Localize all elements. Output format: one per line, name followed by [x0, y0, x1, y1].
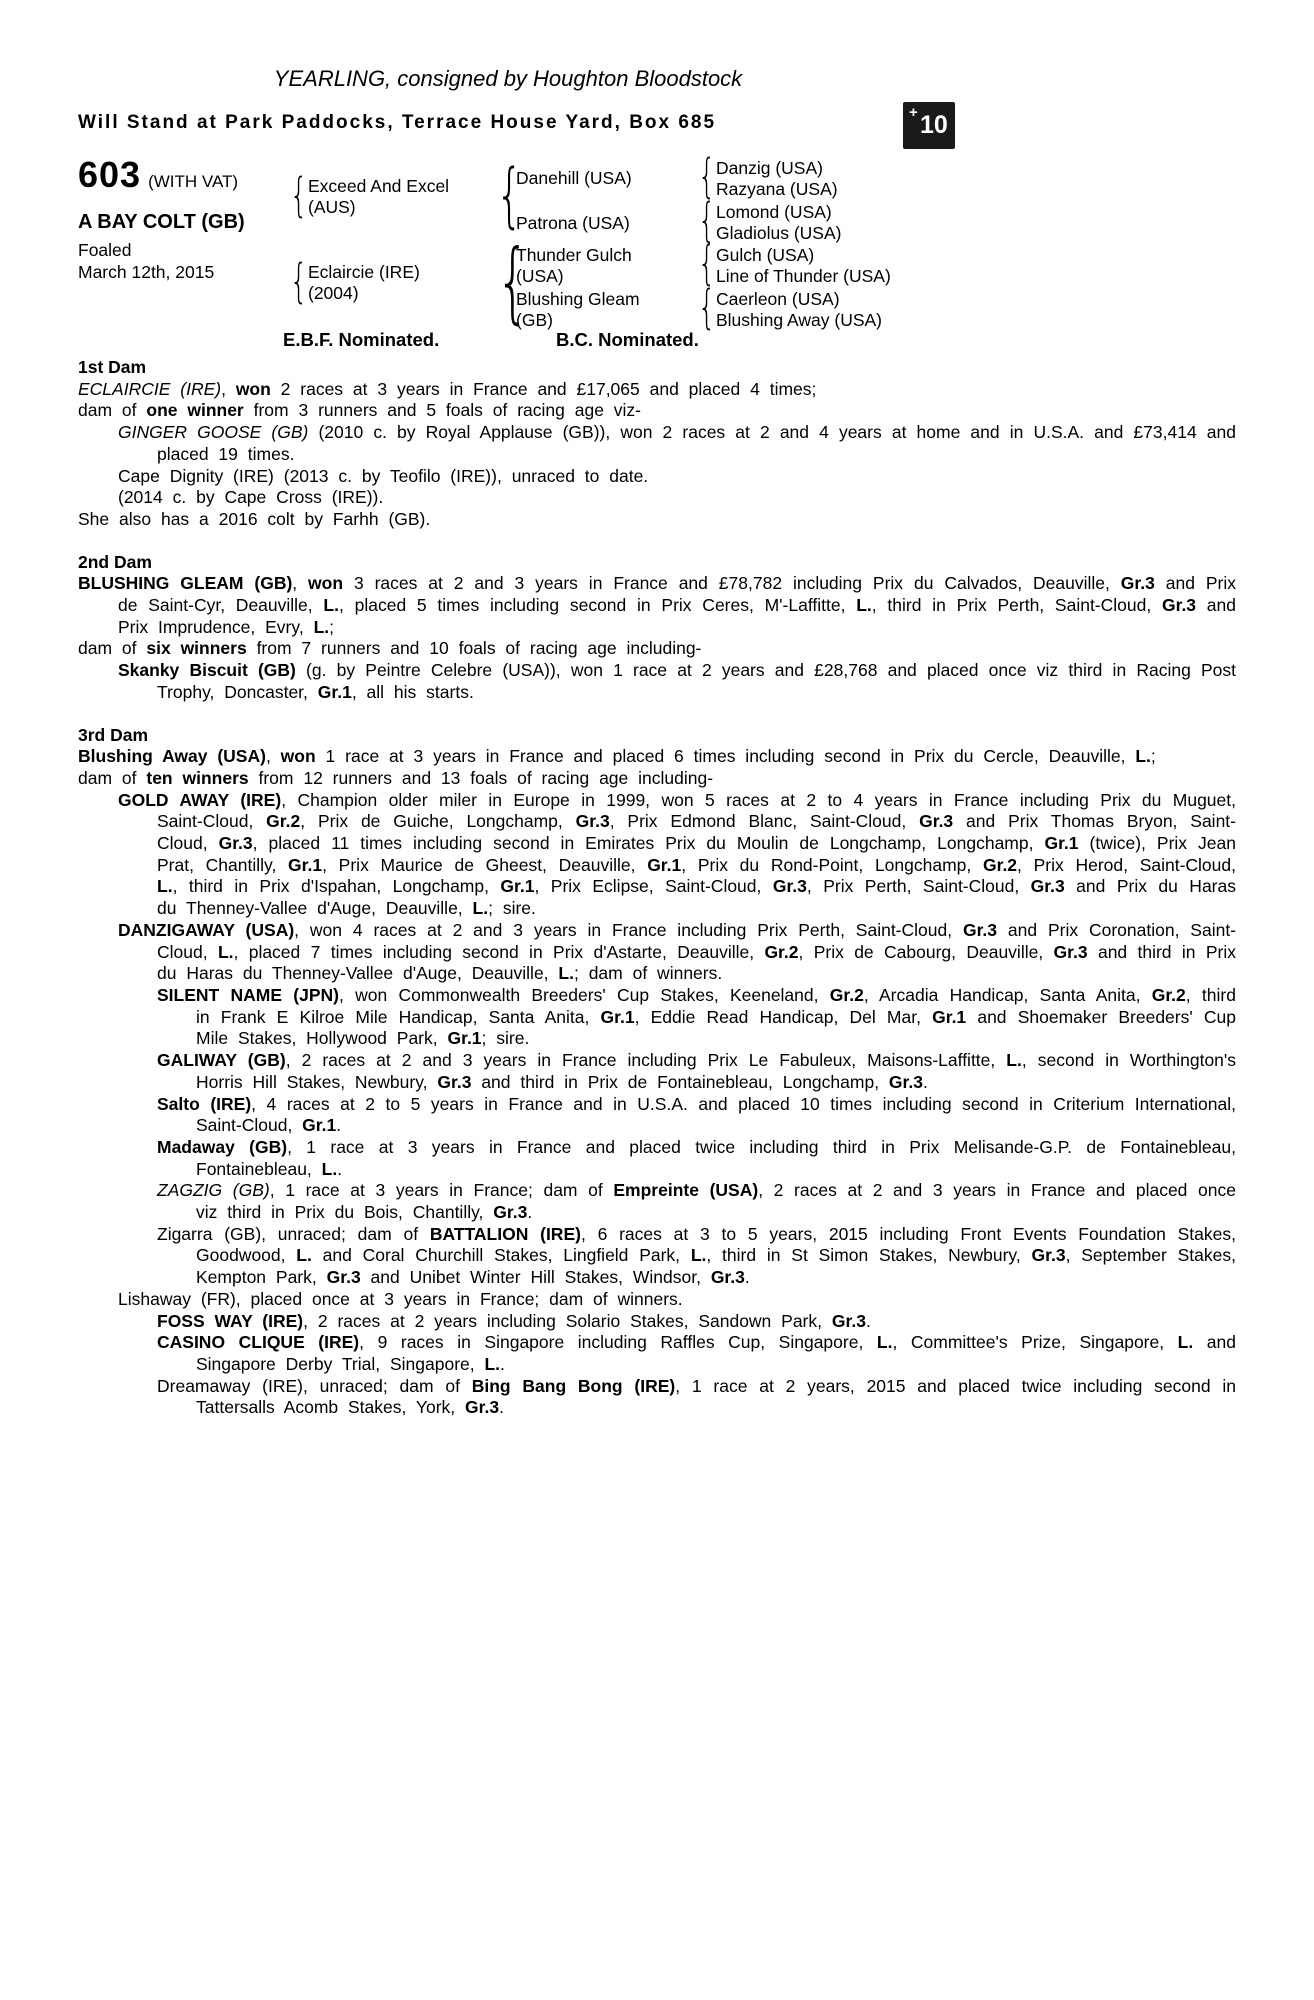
text-run: ;	[329, 616, 335, 637]
text-run: Gr.3	[1120, 573, 1155, 594]
text-run: and Shoemaker Breeders' Cup Mile Stakes, Hollywood Park,	[196, 1006, 1236, 1049]
text-run: ; dam of winners.	[573, 963, 723, 984]
produce-entry	[78, 660, 1236, 703]
text-run: .	[336, 1115, 342, 1136]
text-run: L.	[157, 876, 173, 897]
text-run: Cape Dignity (IRE) (2013 c. by Teofilo (IRE)), unraced to date.	[118, 465, 649, 486]
text-run: , placed 7 times including second in Prix d'Astarte, Deauville,	[233, 941, 765, 962]
produce-entry	[78, 466, 1236, 488]
text-run: L.	[217, 941, 234, 962]
text-run: L.	[1177, 1332, 1194, 1353]
text-run: Gr.1	[317, 681, 352, 702]
text-run: Gr.3	[437, 1071, 472, 1092]
text-run: Gr.2	[266, 811, 301, 832]
text-run: six winners	[146, 638, 247, 659]
text-run: , won 4 races at 2 and 3 years in France including Prix Perth, Saint-Cloud,	[294, 919, 963, 940]
text-run: Salto (IRE)	[157, 1093, 252, 1114]
section-2nd-dam	[78, 552, 1236, 704]
text-run: Gr.3	[465, 1397, 500, 1418]
produce-entry	[78, 487, 1236, 509]
pedigree-great-grandparent: Gladiolus (USA)	[716, 223, 842, 243]
text-run: from 7 runners and 10 foals of racing age including-	[246, 638, 702, 659]
text-run: L.	[296, 1245, 312, 1266]
pedigree-brace	[698, 284, 716, 330]
text-run: Gr.3	[1030, 876, 1065, 897]
text-run: 2 races at 3 years in France and £17,065 and placed 4 times;	[270, 378, 817, 399]
text-run: L.	[1006, 1050, 1022, 1071]
text-run: L.	[313, 616, 330, 637]
text-run: Gr.3	[888, 1071, 923, 1092]
catalog-text	[78, 357, 1236, 1419]
pedigree-sire-sire: Danehill (USA)	[516, 168, 632, 188]
badge-plus-icon: +	[909, 104, 918, 121]
text-run: dam of	[78, 400, 147, 421]
text-run: , 1 race at 3 years in France; dam of	[269, 1180, 614, 1201]
text-run: dam of	[78, 638, 147, 659]
text-run: Zigarra (GB), unraced; dam of	[157, 1223, 430, 1244]
text-run: and Prix Thomas Bryon, Saint-Cloud,	[157, 811, 1236, 854]
bc-nominated-label: B.C. Nominated.	[556, 329, 699, 350]
text-run: Gr.3	[919, 811, 954, 832]
text-run: , Prix Maurice de Gheest, Deauville,	[322, 854, 648, 875]
pedigree-great-grandparent: Danzig (USA)	[716, 158, 823, 178]
text-run: , 1 race at 3 years in France and placed twice including third in Prix Melisande-G.P. de Fontainebleau, Fontainebleau,	[196, 1136, 1236, 1179]
text-run: GALIWAY (GB)	[157, 1050, 286, 1071]
text-run: , third in St Simon Stakes, Newbury,	[706, 1245, 1032, 1266]
text-run: ZAGZIG (GB)	[157, 1180, 270, 1201]
pedigree-sire-suffix: (AUS)	[308, 197, 356, 217]
text-run: Gr.2	[829, 984, 864, 1005]
text-run: L.	[876, 1332, 893, 1353]
text-run: won	[308, 573, 344, 594]
text-run: ; sire.	[488, 898, 536, 919]
pedigree-brace	[290, 258, 308, 304]
text-run: won	[280, 746, 316, 767]
text-run: BATTALION (IRE)	[429, 1223, 581, 1244]
pedigree-great-grandparent: Gulch (USA)	[716, 245, 815, 265]
text-run: , second in Worthington's Horris Hill Stakes, Newbury,	[196, 1050, 1236, 1092]
text-run: , Prix du Rond-Point, Longchamp,	[681, 854, 983, 875]
text-run: Gr.1	[932, 1006, 967, 1027]
produce-subentry	[78, 1094, 1236, 1137]
text-run: 3 races at 2 and 3 years in France and £78,782 including Prix du Calvados, Deauville,	[343, 573, 1121, 594]
text-run: Gr.3	[1161, 595, 1197, 616]
produce-subentry	[78, 985, 1236, 1050]
pedigree-dam-name: Eclaircie (IRE)	[308, 262, 420, 282]
text-run: Gr.2	[764, 941, 799, 962]
ebf-nominated-label: E.B.F. Nominated.	[283, 329, 440, 350]
text-run: L.	[484, 1353, 501, 1374]
text-run: , Prix Edmond Blanc, Saint-Cloud,	[609, 811, 920, 832]
text-run: She also has a 2016 colt by Farhh (GB).	[78, 508, 431, 529]
pedigree-great-grandparent: Razyana (USA)	[716, 179, 838, 199]
text-run: , 6 races at 3 to 5 years, 2015 including Front Events Foundation Stakes, Goodwood,	[196, 1223, 1236, 1266]
text-run: Gr.3	[326, 1267, 361, 1288]
text-run: ,	[292, 573, 309, 594]
lot-number: 603	[78, 154, 142, 195]
text-run: (twice), Prix Jean Prat, Chantilly,	[157, 833, 1237, 875]
text-run: , Champion older miler in Europe in 1999, won 5 races at 2 to 4 years in France including Prix du Muguet, Saint-Cloud,	[157, 789, 1236, 832]
text-run: from 3 runners and 5 foals of racing age viz-	[243, 400, 642, 421]
text-run: , Prix de Guiche, Longchamp,	[300, 811, 576, 832]
text-run: , Committee's Prize, Singapore,	[892, 1332, 1178, 1353]
text-run: BLUSHING GLEAM (GB)	[78, 573, 293, 594]
text-run: L.	[558, 963, 574, 984]
dam-record-paragraph	[78, 746, 1236, 768]
text-run: ten winners	[146, 767, 249, 788]
text-run: and Prix de Saint-Cyr, Deauville,	[118, 573, 1236, 616]
text-run: ECLAIRCIE (IRE)	[78, 378, 222, 399]
pedigree-great-grandparent: Lomond (USA)	[716, 202, 832, 222]
section-heading-1st-dam: 1st Dam	[78, 357, 147, 377]
dam-record-paragraph	[78, 573, 1236, 638]
text-run: .	[527, 1202, 533, 1223]
produce-entry	[78, 422, 1236, 465]
produce-entry	[78, 920, 1236, 985]
text-run: , 1 race at 2 years, 2015 and placed twice including second in Tattersalls Acomb Stakes, York,	[196, 1375, 1236, 1418]
text-run: , Prix de Cabourg, Deauville,	[798, 941, 1054, 962]
text-run: and Prix Coronation, Saint-Cloud,	[157, 919, 1237, 962]
text-run: Skanky Biscuit (GB)	[118, 660, 296, 681]
section-heading-2nd-dam: 2nd Dam	[78, 551, 152, 572]
text-run: Gr.3	[831, 1310, 866, 1331]
text-run: Gr.1	[647, 854, 682, 875]
text-run: .	[865, 1310, 871, 1331]
vat-note: (WITH VAT)	[148, 172, 239, 191]
pedigree-brace	[290, 172, 308, 218]
dam-produce-summary	[78, 638, 1236, 660]
text-run: and Prix Imprudence, Evry,	[118, 595, 1237, 637]
text-run: SILENT NAME (JPN)	[157, 984, 339, 1005]
text-run: DANZIGAWAY (USA)	[118, 919, 295, 940]
text-run: GINGER GOOSE (GB)	[118, 422, 309, 443]
text-run: Gr.3	[772, 876, 807, 897]
produce-subentry	[78, 1050, 1236, 1093]
text-run: Gr.3	[1053, 941, 1088, 962]
text-run: L.	[1135, 746, 1151, 767]
text-run: , September Stakes, Kempton Park,	[196, 1245, 1236, 1288]
text-run: Gr.3	[710, 1267, 745, 1288]
text-run: , Prix Eclipse, Saint-Cloud,	[534, 876, 773, 897]
text-run: won	[235, 378, 271, 399]
text-run: , Eddie Read Handicap, Del Mar,	[634, 1006, 933, 1027]
text-run: ;	[1150, 746, 1156, 767]
text-run: and Prix du Haras du Thenney-Vallee d'Auge, Deauville,	[157, 876, 1236, 919]
text-run: Gr.1	[500, 876, 535, 897]
text-run: .	[499, 1397, 504, 1418]
text-run: , Prix Perth, Saint-Cloud,	[806, 876, 1031, 897]
text-run: , third in Prix Perth, Saint-Cloud,	[871, 595, 1162, 616]
section-3rd-dam	[78, 725, 1236, 1420]
text-run: .	[744, 1267, 750, 1288]
text-run: and third in Prix du Haras du Thenney-Vallee d'Auge, Deauville,	[157, 941, 1236, 984]
dam-produce-summary	[78, 400, 1236, 422]
text-run: one winner	[146, 400, 244, 421]
lot-flag-badge	[903, 102, 955, 149]
text-run: Empreinte (USA)	[613, 1180, 759, 1201]
text-run: Gr.2	[1151, 984, 1186, 1005]
text-run: Gr.3	[218, 833, 253, 854]
text-run: (g. by Peintre Celebre (USA)), won 1 race at 2 years and £28,768 and placed once viz third in Racing Post Trophy, Doncaster,	[157, 660, 1236, 702]
pedigree-dam-dam: Blushing Gleam	[516, 289, 640, 309]
text-run: , won Commonwealth Breeders' Cup Stakes, Keeneland,	[338, 984, 830, 1005]
text-run: , Arcadia Handicap, Santa Anita,	[863, 984, 1152, 1005]
page-title-consignor: YEARLING, consigned by Houghton Bloodstock	[273, 66, 743, 91]
text-run: Gr.1	[1044, 833, 1079, 854]
pedigree-great-grandparent: Caerleon (USA)	[716, 289, 840, 309]
text-run: .	[337, 1158, 343, 1179]
text-run: Blushing Away (USA)	[78, 746, 266, 767]
text-run: from 12 runners and 13 foals of racing age including-	[248, 767, 714, 788]
text-run: , 2 races at 2 years including Solario Stakes, Sandown Park,	[303, 1310, 832, 1331]
text-run: Gr.3	[493, 1202, 528, 1223]
pedigree-sire-name: Exceed And Excel	[308, 176, 450, 196]
pedigree-dam-dam-suffix: (GB)	[516, 310, 553, 330]
text-run: Gr.1	[302, 1115, 337, 1136]
section-heading-3rd-dam: 3rd Dam	[78, 724, 149, 745]
text-run: GOLD AWAY (IRE)	[118, 789, 282, 810]
text-run: , 2 races at 2 and 3 years in France and placed once viz third in Prix du Bois, Chantilly,	[196, 1180, 1236, 1223]
text-run: and Coral Churchill Stakes, Lingfield Park,	[311, 1245, 691, 1266]
text-run: , 4 races at 2 to 5 years in France and in U.S.A. and placed 10 times including second in Criterium International, Saint-Cloud,	[196, 1093, 1236, 1136]
pedigree-dam-year: (2004)	[308, 283, 359, 303]
text-run: and Unibet Winter Hill Stakes, Windsor,	[360, 1267, 711, 1288]
text-run: , all his starts.	[351, 681, 474, 702]
text-run: Bing Bang Bong (IRE)	[471, 1375, 676, 1396]
text-run: Dreamaway (IRE), unraced; dam of	[157, 1375, 472, 1396]
text-run: ,	[221, 378, 236, 399]
text-run: ; sire.	[481, 1028, 530, 1049]
foaled-label: Foaled	[78, 240, 132, 260]
text-run: Gr.3	[575, 811, 610, 832]
produce-subentry	[78, 1180, 1236, 1223]
produce-subentry	[78, 1332, 1236, 1375]
produce-subentry	[78, 1311, 1236, 1333]
text-run: Gr.1	[447, 1028, 482, 1049]
pedigree-sire-dam: Patrona (USA)	[516, 213, 630, 233]
lot-header	[78, 154, 238, 196]
text-run: , third in Frank E Kilroe Mile Handicap, Santa Anita,	[196, 984, 1236, 1027]
produce-note	[78, 509, 1236, 531]
text-run: FOSS WAY (IRE)	[157, 1310, 304, 1331]
pedigree-dam-sire-suffix: (USA)	[516, 266, 564, 286]
dam-produce-summary	[78, 768, 1236, 790]
pedigree-tree	[290, 150, 1250, 350]
text-run: 1 race at 3 years in France and placed 6 times including second in Prix du Cercle, Deauville,	[315, 746, 1136, 767]
foaled-date: March 12th, 2015	[78, 262, 215, 282]
text-run: .	[500, 1353, 505, 1374]
produce-subentry	[78, 1224, 1236, 1289]
text-run: and third in Prix de Fontainebleau, Longchamp,	[471, 1071, 889, 1092]
text-run: , third in Prix d'Ispahan, Longchamp,	[172, 876, 501, 897]
pedigree-great-grandparent: Blushing Away (USA)	[716, 310, 883, 330]
stand-location-line: Will Stand at Park Paddocks, Terrace House Yard, Box 685	[78, 112, 717, 133]
text-run: L.	[321, 1158, 338, 1179]
text-run: Lishaway (FR), placed once at 3 years in France; dam of winners.	[118, 1288, 683, 1309]
text-run: Gr.1	[600, 1006, 635, 1027]
text-run: Gr.2	[982, 854, 1018, 875]
produce-subentry	[78, 1137, 1236, 1180]
text-run: , 2 races at 2 and 3 years in France including Prix Le Fabuleux, Maisons-Laffitte,	[285, 1050, 1007, 1071]
text-run: CASINO CLIQUE (IRE)	[157, 1332, 360, 1353]
text-run: Gr.1	[288, 854, 323, 875]
text-run: , 9 races in Singapore including Raffles Cup, Singapore,	[359, 1332, 877, 1353]
text-run: Gr.3	[962, 919, 998, 940]
produce-entry	[78, 1289, 1236, 1311]
pedigree-dam-sire: Thunder Gulch	[516, 245, 632, 265]
text-run: , placed 11 times including second in Emirates Prix du Moulin de Longchamp, Longchamp,	[252, 833, 1045, 854]
section-1st-dam	[78, 357, 1236, 531]
produce-subentry	[78, 1376, 1236, 1419]
pedigree-great-grandparent: Line of Thunder (USA)	[716, 266, 891, 286]
text-run: Gr.3	[1031, 1245, 1066, 1266]
text-run: Madaway (GB)	[157, 1136, 288, 1157]
text-run: and Singapore Derby Trial, Singapore,	[196, 1332, 1237, 1374]
text-run: ,	[265, 746, 281, 767]
text-run: , placed 5 times including second in Prix Ceres, M'-Laffitte,	[338, 595, 857, 616]
text-run: L.	[323, 595, 339, 616]
text-run: L.	[690, 1245, 707, 1266]
badge-number: 10	[920, 111, 948, 139]
text-run: dam of	[78, 767, 147, 788]
lot-description: A BAY COLT (GB)	[78, 211, 245, 233]
text-run: L.	[472, 898, 489, 919]
text-run: .	[922, 1071, 928, 1092]
dam-record-paragraph	[78, 379, 1236, 401]
text-run: , Prix Herod, Saint-Cloud,	[1017, 854, 1236, 875]
text-run: L.	[856, 595, 872, 616]
produce-entry	[78, 790, 1236, 920]
text-run: (2014 c. by Cape Cross (IRE)).	[118, 487, 384, 508]
text-run: (2010 c. by Royal Applause (GB)), won 2 races at 2 and 4 years at home and in U.S.A. and £73,414 and placed 19 times.	[157, 422, 1236, 464]
